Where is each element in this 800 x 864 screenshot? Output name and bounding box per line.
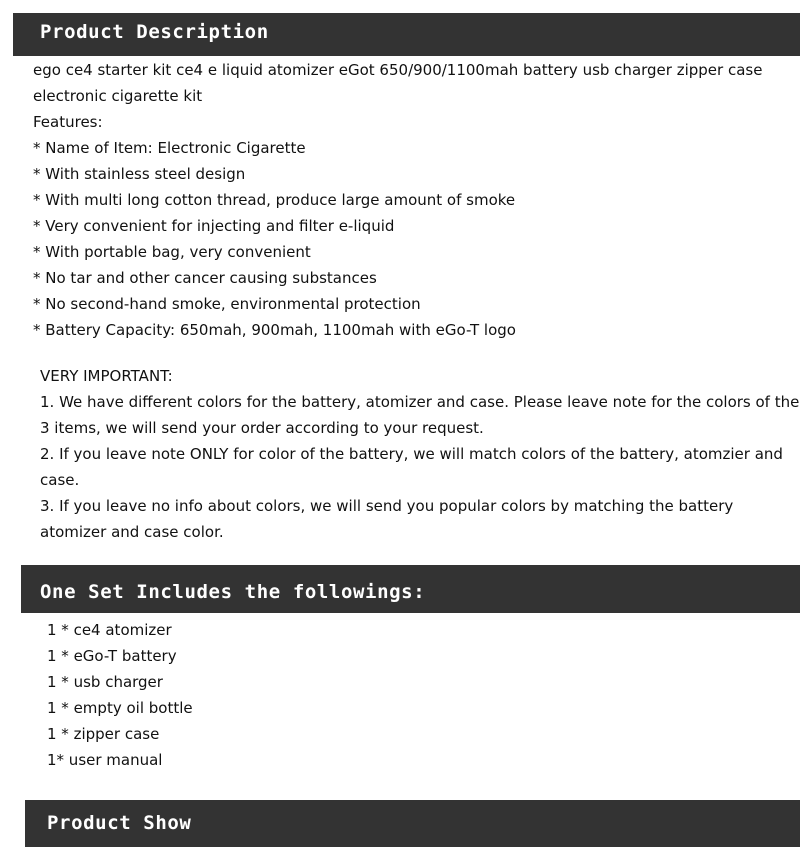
important-line: 2. If you leave note ONLY for color of the battery, we will match colors of the battery, atomzier and [40,445,783,463]
description-line: Features: [33,113,103,131]
important-heading: VERY IMPORTANT: [40,367,173,385]
feature-item: * Name of Item: Electronic Cigarette [33,139,306,157]
important-line: 3 items, we will send your order according to your request. [40,419,484,437]
feature-item: * Very convenient for injecting and filter e-liquid [33,217,395,235]
list-item: 1 * eGo-T battery [47,647,177,665]
list-item: 1* user manual [47,751,163,769]
one-set-includes-header: One Set Includes the followings: [21,565,800,613]
very-important-notes [40,366,799,548]
feature-item: * With stainless steel design [33,165,246,183]
product-show-header: Product Show [25,800,800,847]
list-item: 1 * ce4 atomizer [47,621,172,639]
feature-item: * With multi long cotton thread, produce large amount of smoke [33,191,516,209]
feature-item: * No second-hand smoke, environmental protection [33,295,421,313]
description-line: electronic cigarette kit [33,87,203,105]
important-line: case. [40,471,80,489]
feature-item: * Battery Capacity: 650mah, 900mah, 1100mah with eGo-T logo [33,321,516,339]
product-description-header: Product Description [13,13,800,56]
product-description-text [33,60,762,346]
package-contents-list [47,620,193,776]
list-item: 1 * zipper case [47,725,160,743]
list-item: 1 * empty oil bottle [47,699,193,717]
important-line: 1. We have different colors for the battery, atomizer and case. Please leave note for the colors of the [40,393,800,411]
list-item: 1 * usb charger [47,673,163,691]
description-line: ego ce4 starter kit ce4 e liquid atomizer eGot 650/900/1100mah battery usb charger zipper case [33,61,763,79]
feature-item: * No tar and other cancer causing substances [33,269,377,287]
feature-item: * With portable bag, very convenient [33,243,311,261]
important-line: atomizer and case color. [40,523,224,541]
important-line: 3. If you leave no info about colors, we will send you popular colors by matching the battery [40,497,734,515]
